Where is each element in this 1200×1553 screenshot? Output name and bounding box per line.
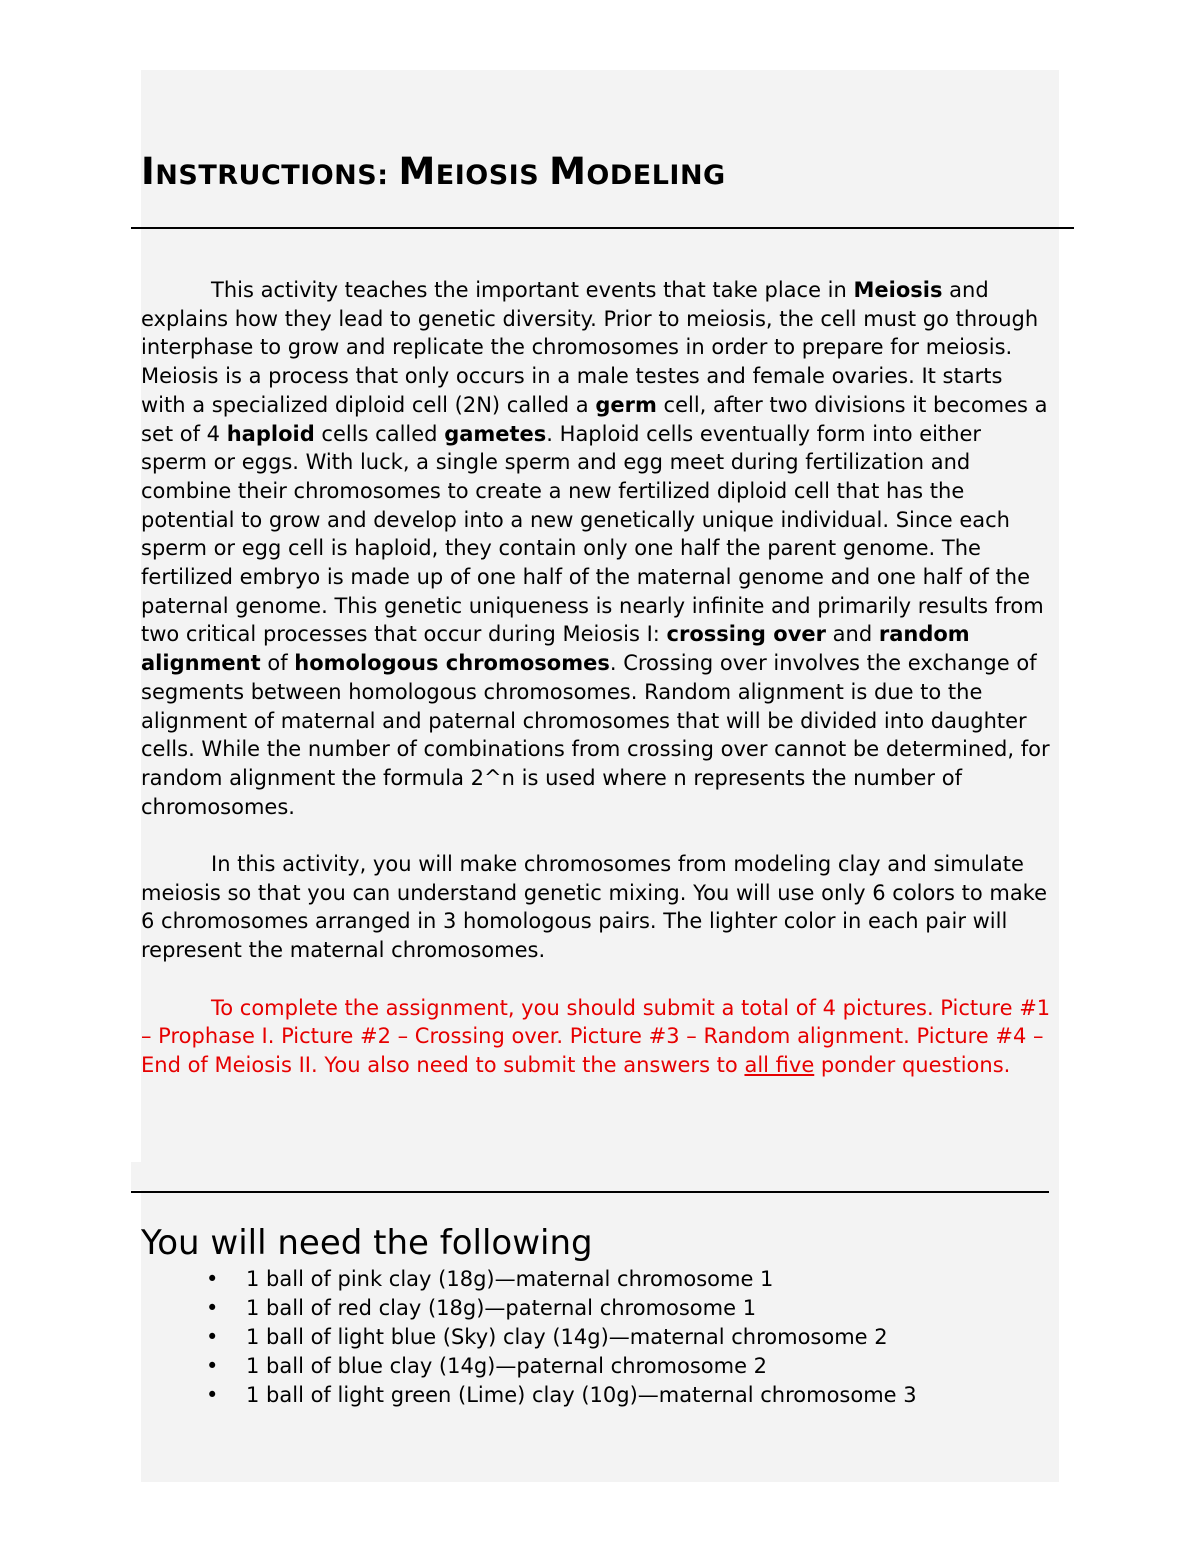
- bullet-icon: •: [206, 1354, 219, 1378]
- intro-paragraph: This activity teaches the important events that take place in Meiosis and explains how they lead to genetic diversity. Prior to meiosis, the cell must go through interphase to grow and replicate the chromosomes in order to prepare for meiosis. Meiosis is a process that only occurs in a male testes and female ovaries. It starts with a specialized diploid cell (2N) called a germ cell, after two divisions it becomes a set of 4 haploid cells called gametes. Haploid cells eventually form into either sperm or eggs. With luck, a single sperm and egg meet during fertilization and combine their chromosomes to create a new fertilized diploid cell that has the potential to grow and develop into a new genetically unique individual. Since each sperm or egg cell is haploid, they contain only one half the parent genome. The fertilized embryo is made up of one half of the maternal genome and one half of the paternal genome. This genetic uniqueness is nearly infinite and primarily results from two critical processes that occur during Meiosis I: crossing over and random alignment of homologous chromosomes. Crossing over involves the exchange of segments between homologous chromosomes. Random alignment is due to the alignment of maternal and paternal chromosomes that will be divided into daughter cells. While the number of combinations from crossing over cannot be determined, for random alignment the formula 2^n is used where n represents the number of chromosomes.: [141, 278, 1050, 819]
- page-title: INSTRUCTIONS: MEIOSIS MODELING: [141, 150, 726, 193]
- list-item: • 1 ball of pink clay (18g)—maternal chromosome 1: [206, 1265, 917, 1294]
- title-divider: [131, 227, 1074, 229]
- bullet-icon: •: [206, 1383, 219, 1407]
- materials-heading: You will need the following: [141, 1223, 593, 1263]
- list-item: • 1 ball of blue clay (14g)—paternal chromosome 2: [206, 1352, 917, 1381]
- bullet-icon: •: [206, 1267, 219, 1291]
- bullet-icon: •: [206, 1296, 219, 1320]
- list-item: • 1 ball of light blue (Sky) clay (14g)—maternal chromosome 2: [206, 1323, 917, 1352]
- materials-list: [206, 1265, 917, 1410]
- section-divider: [131, 1191, 1049, 1193]
- list-item: • 1 ball of red clay (18g)—paternal chromosome 1: [206, 1294, 917, 1323]
- bullet-icon: •: [206, 1325, 219, 1349]
- section-band: [131, 1162, 1049, 1190]
- list-item: • 1 ball of light green (Lime) clay (10g)—maternal chromosome 3: [206, 1381, 917, 1410]
- assignment-paragraph: To complete the assignment, you should submit a total of 4 pictures. Picture #1 – Prophase I. Picture #2 – Crossing over. Picture #3 – Random alignment. Picture #4 – End of Meiosis II. You also need to submit the answers to all five ponder questions.: [141, 995, 1051, 1077]
- activity-paragraph: In this activity, you will make chromosomes from modeling clay and simulate meiosis so that you can understand genetic mixing. You will use only 6 colors to make 6 chromosomes arranged in 3 homologous pairs. The lighter color in each pair will represent the maternal chromosomes.: [141, 852, 1048, 963]
- instructions-body: [141, 276, 1053, 1080]
